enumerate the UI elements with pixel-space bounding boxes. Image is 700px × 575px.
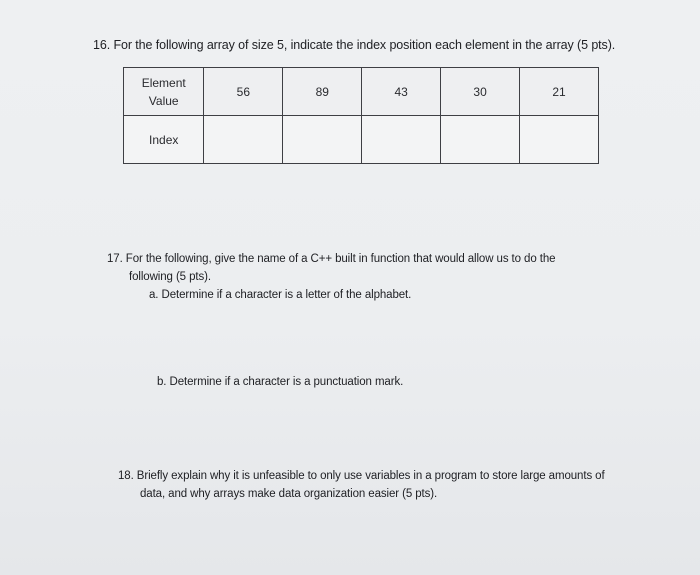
question-16-text: 16. For the following array of size 5, indicate the index position each element in the array (5 pts). bbox=[93, 38, 616, 52]
question-18 bbox=[118, 467, 618, 503]
table-row-index bbox=[124, 116, 599, 164]
question-17-line-2: following (5 pts). bbox=[129, 271, 211, 283]
question-17a-text: a. Determine if a character is a letter of the alphabet. bbox=[149, 289, 412, 301]
question-17a bbox=[149, 286, 411, 304]
question-16 bbox=[93, 36, 615, 54]
element-value-cell: 89 bbox=[283, 68, 362, 116]
header-line-element: Element bbox=[141, 75, 186, 90]
question-18-line-1: 18. Briefly explain why it is unfeasible to only use variables in a program to store large amounts of bbox=[118, 470, 605, 482]
index-answer-cell[interactable] bbox=[362, 116, 441, 164]
table-row-element-value bbox=[124, 68, 599, 116]
question-18-line-2: data, and why arrays make data organization easier (5 pts). bbox=[140, 488, 438, 500]
index-answer-cell[interactable] bbox=[520, 116, 599, 164]
question-17b bbox=[157, 373, 403, 391]
question-17 bbox=[107, 250, 607, 286]
index-answer-cell[interactable] bbox=[283, 116, 362, 164]
element-value-cell: 30 bbox=[441, 68, 520, 116]
question-17b-text: b. Determine if a character is a punctuation mark. bbox=[157, 376, 404, 388]
row-header-index: Index bbox=[124, 116, 204, 164]
row-header-element-value bbox=[124, 68, 204, 116]
header-line-value: Value bbox=[148, 93, 179, 108]
index-answer-cell[interactable] bbox=[204, 116, 283, 164]
index-answer-cell[interactable] bbox=[441, 116, 520, 164]
element-value-cell: 43 bbox=[362, 68, 441, 116]
element-value-cell: 21 bbox=[520, 68, 599, 116]
array-table bbox=[123, 67, 599, 164]
element-value-cell: 56 bbox=[204, 68, 283, 116]
question-17-line-1: 17. For the following, give the name of a C++ built in function that would allow us to do the bbox=[107, 253, 556, 265]
